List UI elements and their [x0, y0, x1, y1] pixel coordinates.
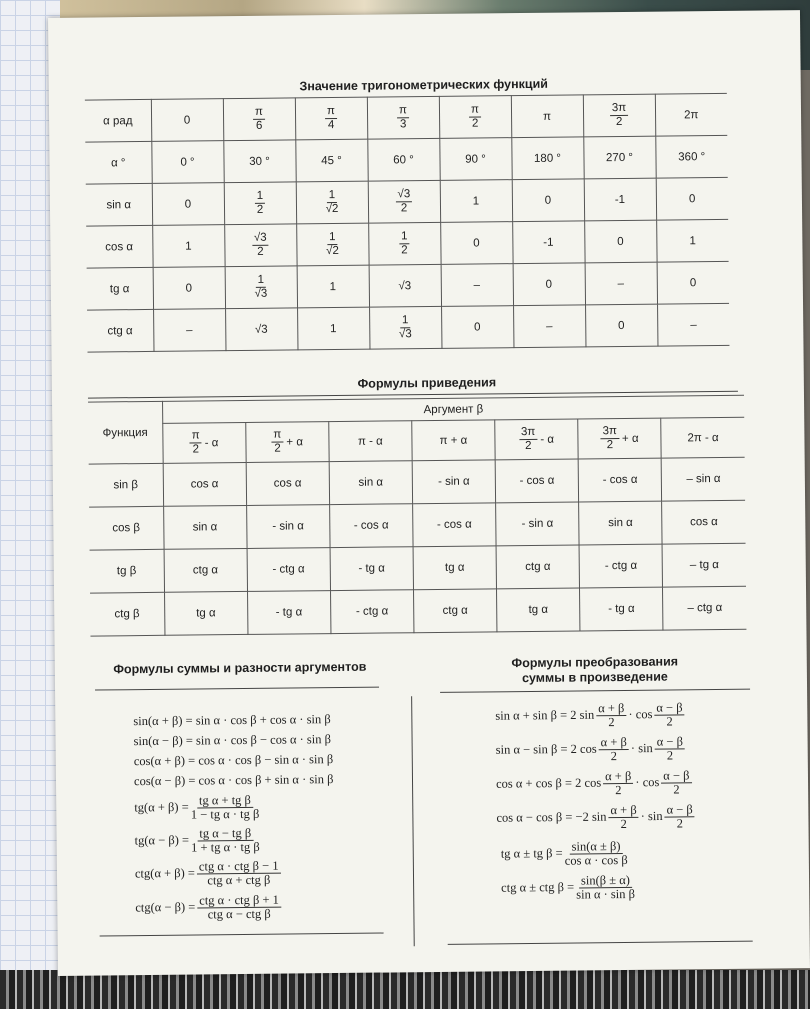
fraction — [325, 189, 338, 216]
table-cell: 2π — [655, 93, 727, 136]
fraction-denominator: ctg α + ctg β — [207, 872, 271, 888]
table-cell — [439, 96, 511, 139]
product-formula — [496, 769, 694, 798]
table-cell: 180 ° — [511, 137, 583, 180]
fraction — [253, 106, 265, 133]
fraction-numerator: ctg α · ctg β + 1 — [197, 894, 281, 909]
fraction-denominator: 2 — [471, 117, 479, 130]
table-row — [89, 500, 745, 550]
table-cell: 45 ° — [295, 139, 367, 182]
formula-fraction — [664, 803, 694, 830]
column-header-row — [88, 417, 744, 464]
fraction-numerator: tg α − tg β — [197, 827, 253, 842]
fraction-denominator: 6 — [255, 119, 263, 132]
fraction — [271, 429, 283, 456]
fraction-numerator: 3π — [610, 102, 628, 116]
fraction-numerator: 3π — [519, 426, 537, 440]
table-cell: 0 — [512, 179, 584, 222]
fraction-numerator: 1 — [327, 189, 338, 203]
table-cell: sin α — [329, 461, 413, 505]
fraction-denominator: 1 + tg α · tg β — [191, 839, 260, 855]
formula-fraction — [599, 736, 629, 763]
formula-fraction — [197, 894, 281, 922]
fraction-numerator: tg α + tg β — [197, 794, 253, 809]
formula-text: · sin — [630, 741, 653, 756]
sum-formula: sin(α − β) = sin α · cos β − cos α · sin β — [133, 732, 332, 749]
fraction-numerator: α − β — [654, 701, 684, 715]
fraction-denominator: 2 — [666, 714, 673, 729]
fraction-denominator: 2 — [606, 439, 614, 452]
table-cell: 1 — [297, 265, 369, 308]
table-cell: -1 — [512, 221, 584, 264]
table-row — [85, 135, 727, 184]
table-cell: - cos α — [495, 459, 579, 503]
formula-text: cos α − cos β = −2 sin — [496, 809, 607, 825]
product-top-rule — [440, 689, 750, 693]
fraction — [255, 190, 266, 217]
table-cell: tg α — [497, 588, 581, 632]
function-header: Функция — [88, 401, 163, 464]
fraction — [326, 231, 339, 258]
table-cell: 0 ° — [151, 141, 223, 184]
table-cell: tg α — [164, 591, 248, 635]
formula-fraction — [661, 769, 691, 796]
fraction-numerator: π — [271, 429, 283, 443]
table-row — [90, 543, 746, 593]
trig-values-table — [85, 93, 730, 353]
fraction — [610, 102, 629, 129]
sum-formula: cos(α − β) = cos α · cos β + sin α · sin β — [133, 772, 334, 789]
row-label: α ° — [85, 141, 151, 184]
table-row — [86, 177, 728, 226]
formula-fraction — [654, 701, 684, 728]
fraction-numerator: π — [190, 429, 202, 443]
fraction-denominator: 2 — [615, 115, 623, 129]
column-header-suffix: + α — [286, 435, 304, 449]
product-title-line2: суммы в произведение — [521, 669, 668, 686]
fraction-numerator: √3 — [395, 188, 412, 202]
formula-text: tg(α + β) = — [134, 799, 189, 815]
table-cell: cos α — [662, 500, 746, 544]
fraction — [190, 429, 202, 456]
table-cell: – — [153, 309, 225, 352]
table-cell: – — [513, 305, 585, 348]
formula-fraction — [565, 840, 628, 868]
fraction-denominator: √2 — [326, 244, 339, 258]
table-cell — [224, 224, 296, 267]
argument-header: Аргумент β — [162, 395, 744, 423]
table-cell: sin α — [579, 501, 663, 545]
fraction — [252, 232, 269, 259]
fraction-denominator: 2 — [620, 816, 627, 832]
section-divider — [411, 696, 415, 946]
row-label: tg β — [90, 549, 165, 593]
table-cell: 360 ° — [655, 135, 727, 178]
fraction-numerator: α − β — [661, 769, 691, 783]
formula-fraction — [191, 794, 260, 822]
table-cell — [295, 97, 367, 140]
table1-title: Значение тригонометрических функций — [299, 76, 549, 94]
fraction-numerator: 1 — [255, 190, 266, 204]
table-row — [85, 93, 727, 142]
table-cell: 1 — [440, 180, 512, 223]
fraction-denominator: 2 — [524, 439, 532, 453]
sum-fraction-formula — [134, 827, 261, 855]
table-cell: √3 — [225, 308, 297, 351]
column-header: π + α — [412, 420, 496, 461]
table-cell — [369, 306, 441, 349]
product-bottom-rule — [448, 941, 753, 945]
formula-text: ctg(α + β) = — [134, 865, 196, 881]
column-header: π - α — [329, 421, 413, 462]
sum-section-title: Формулы суммы и разности аргументов — [113, 659, 367, 677]
fraction-denominator: 4 — [327, 119, 335, 132]
table-cell: ctg α — [496, 545, 580, 589]
column-header-suffix: + α — [621, 432, 639, 445]
table-cell: π — [511, 95, 583, 138]
table-cell: – — [441, 264, 513, 307]
fraction — [601, 425, 620, 452]
sum-top-rule — [95, 687, 379, 691]
fraction-denominator: 2 — [608, 715, 615, 730]
table-cell: 1 — [297, 307, 369, 350]
formula-text: cos α + cos β = 2 cos — [495, 775, 602, 791]
column-header-suffix: - α — [540, 433, 555, 446]
table-cell — [223, 98, 295, 141]
table-cell: 1 — [656, 219, 728, 262]
table-cell: - sin α — [496, 502, 580, 546]
table-cell: - ctg α — [579, 544, 663, 588]
formula-fraction — [191, 827, 260, 855]
table-cell: - sin α — [246, 505, 330, 549]
row-label: sin β — [89, 463, 164, 507]
fraction-denominator: 2 — [615, 783, 622, 798]
fraction-numerator: √3 — [252, 232, 269, 246]
formula-text: · cos — [628, 707, 653, 722]
sum-fraction-formula — [135, 860, 283, 889]
fraction-numerator: 1 — [400, 314, 411, 328]
table-cell: 90 ° — [439, 138, 511, 181]
row-label: cos α — [86, 225, 152, 268]
background-photo-bottom — [0, 970, 810, 1009]
formula-fraction — [596, 702, 626, 729]
fraction-denominator: 3 — [399, 118, 407, 131]
table-cell: - tg α — [330, 547, 414, 591]
table-cell: - cos α — [578, 458, 662, 502]
table-cell: 0 — [657, 261, 729, 304]
row-label: tg α — [87, 267, 153, 310]
formula-fraction — [655, 735, 685, 762]
table-cell: 60 ° — [367, 138, 439, 181]
table-cell: - ctg α — [330, 590, 414, 634]
table-cell: cos α — [246, 462, 330, 506]
fraction-denominator: cos α · cos β — [564, 852, 628, 868]
fraction-numerator: 1 — [255, 274, 266, 288]
table-cell: 0 — [153, 267, 225, 310]
fraction-numerator: 1 — [399, 230, 410, 244]
table-cell: 0 — [152, 183, 224, 226]
table-cell: √3 — [369, 264, 441, 307]
product-formula — [495, 701, 687, 730]
table-row — [89, 457, 745, 507]
formula-text: · sin — [640, 808, 663, 824]
fraction-denominator: 2 — [666, 748, 674, 763]
reference-sheet — [48, 10, 810, 976]
fraction — [519, 426, 538, 453]
table-cell: -1 — [584, 178, 656, 221]
table-cell: - tg α — [247, 591, 331, 635]
fraction-numerator: α − β — [655, 735, 685, 749]
formula-text: tg(α − β) = — [134, 832, 190, 848]
fraction-numerator: sin(β ± α) — [579, 874, 632, 889]
fraction-numerator: π — [325, 105, 337, 119]
fraction-denominator: 2 — [274, 442, 281, 455]
table-row — [87, 303, 729, 352]
fraction-numerator: ctg α · ctg β − 1 — [197, 860, 281, 875]
table-cell: 0 — [656, 177, 728, 220]
column-header — [578, 418, 662, 459]
table-cell: - ctg α — [247, 548, 331, 592]
fraction-numerator: α + β — [596, 702, 626, 716]
table-cell: – — [657, 303, 729, 346]
fraction-numerator: π — [469, 103, 481, 117]
table-cell: ctg α — [164, 548, 248, 592]
formula-text: ctg α ± ctg β = — [501, 879, 575, 895]
table-cell: 0 — [441, 306, 513, 349]
table-cell: sin α — [163, 505, 247, 549]
table-row — [87, 261, 729, 310]
table-cell: 0 — [513, 263, 585, 306]
sum-fraction-formula — [135, 894, 283, 923]
table-cell: 30 ° — [223, 140, 295, 183]
fraction-numerator: α − β — [664, 803, 694, 817]
column-header: 2π - α — [661, 417, 745, 458]
column-header — [245, 422, 329, 463]
sum-fraction-formula — [134, 794, 261, 822]
formula-fraction — [197, 860, 281, 888]
fraction-numerator: α + β — [599, 736, 629, 750]
row-label: cos β — [89, 506, 164, 550]
formula-fraction — [603, 770, 633, 797]
table-cell: 270 ° — [583, 136, 655, 179]
formula-text: · cos — [635, 775, 660, 790]
fraction-numerator: π — [397, 104, 409, 118]
table-cell: 0 — [584, 220, 656, 263]
formula-text: sin α − sin β = 2 cos — [495, 741, 597, 757]
table-cell — [368, 222, 440, 265]
table-cell — [296, 223, 368, 266]
table-cell: – — [585, 262, 657, 305]
fraction-numerator: α + β — [608, 804, 638, 818]
fraction-denominator: sin α · sin β — [576, 886, 636, 902]
table-cell: – sin α — [661, 457, 745, 501]
formula-text: ctg(α − β) = — [135, 899, 196, 915]
row-label: ctg α — [87, 309, 153, 352]
fraction-denominator: ctg α − ctg β — [207, 906, 271, 922]
table-cell: - sin α — [412, 460, 496, 504]
table-cell: 0 — [585, 304, 657, 347]
product-fraction-formula — [501, 874, 637, 902]
formula-text: sin α + sin β = 2 sin — [495, 707, 595, 723]
fraction-denominator: 2 — [401, 244, 408, 257]
sum-formula: cos(α + β) = cos α · cos β − sin α · sin β — [133, 752, 334, 769]
column-header-suffix: - α — [204, 436, 219, 449]
table-cell: - tg α — [580, 587, 664, 631]
formula-fraction — [608, 804, 638, 831]
row-label: α рад — [85, 99, 151, 142]
row-label: ctg β — [90, 592, 165, 636]
product-title-line1: Формулы преобразования — [511, 654, 679, 671]
column-header — [162, 422, 246, 463]
fraction-numerator: sin(α ± β) — [570, 840, 623, 855]
sum-bottom-rule — [100, 933, 384, 937]
fraction-denominator: √2 — [325, 202, 339, 216]
fraction — [469, 103, 481, 130]
fraction-numerator: π — [253, 106, 265, 120]
fraction-denominator: 2 — [400, 202, 408, 215]
fraction — [399, 314, 412, 341]
table-cell: 1 — [152, 225, 224, 268]
formula-fraction — [576, 874, 635, 902]
column-header — [495, 419, 579, 460]
table-cell: ctg α — [413, 589, 497, 633]
fraction-denominator: 2 — [673, 782, 680, 797]
table-cell — [224, 182, 296, 225]
fraction — [397, 104, 409, 131]
table-row — [86, 219, 728, 268]
formula-text: tg α ± tg β = — [500, 846, 563, 861]
table-cell — [583, 94, 655, 137]
table-cell — [296, 181, 368, 224]
table-cell: 0 — [440, 222, 512, 265]
fraction-numerator: α + β — [603, 770, 633, 784]
table-cell — [368, 180, 440, 223]
table-cell: - cos α — [413, 503, 497, 547]
fraction-denominator: 2 — [192, 443, 200, 456]
product-formula — [496, 735, 688, 764]
fraction-denominator: 2 — [256, 203, 264, 216]
reduction-formulas-table — [88, 395, 746, 637]
fraction-denominator: 1 − tg α · tg β — [190, 806, 260, 822]
table-cell: tg α — [413, 546, 497, 590]
table-cell: – ctg α — [663, 586, 747, 630]
table-cell — [225, 266, 297, 309]
fraction-denominator: √3 — [398, 328, 412, 341]
product-formula — [496, 803, 697, 832]
fraction-numerator: 3π — [601, 425, 619, 439]
fraction — [395, 188, 412, 215]
table-cell: - cos α — [329, 504, 413, 548]
fraction — [254, 274, 267, 301]
fraction-denominator: 2 — [257, 245, 264, 258]
fraction-denominator: 2 — [676, 816, 683, 831]
table-cell: 0 — [151, 99, 223, 142]
fraction-denominator: √3 — [254, 287, 268, 300]
fraction-numerator: 1 — [327, 231, 338, 245]
row-label: sin α — [86, 183, 152, 226]
product-fraction-formula — [501, 840, 630, 868]
table-row — [90, 586, 746, 636]
table2-title: Формулы приведения — [357, 375, 497, 391]
table-cell: cos α — [163, 462, 247, 506]
fraction-denominator: 2 — [610, 749, 618, 764]
table-cell: – tg α — [662, 543, 746, 587]
sum-formula: sin(α + β) = sin α · cos β + cos α · sin β — [133, 712, 331, 729]
fraction — [325, 105, 337, 132]
product-section-title — [475, 654, 715, 687]
table-cell — [367, 96, 439, 139]
fraction — [399, 230, 410, 257]
